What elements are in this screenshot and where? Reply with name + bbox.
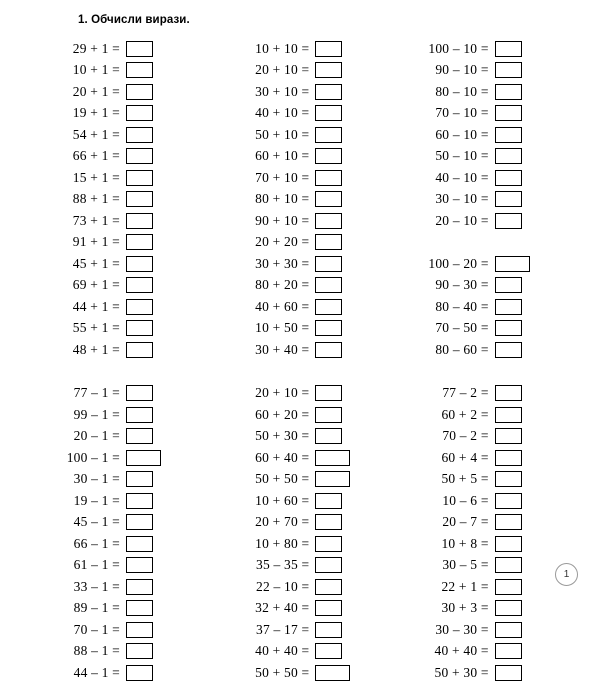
expression-text: 60 + 4 =: [441, 449, 489, 465]
exercise-row: [223, 81, 386, 103]
exercise-row: [223, 490, 386, 512]
answer-box[interactable]: [126, 600, 153, 616]
exercise-block-2: [34, 383, 566, 684]
expression-text: 20 – 10 =: [435, 212, 489, 228]
expression-text: 100 – 20 =: [428, 255, 489, 271]
answer-box[interactable]: [126, 148, 153, 164]
answer-box[interactable]: [126, 213, 153, 229]
exercise-row: [223, 189, 386, 211]
column-2: [223, 38, 386, 361]
expression-text: 20 + 10 =: [255, 62, 310, 78]
exercise-block-1: [34, 38, 566, 361]
expression-text: 19 + 1 =: [72, 105, 120, 121]
answer-box[interactable]: [495, 514, 522, 530]
expression-text: 10 + 1 =: [72, 62, 120, 78]
answer-box[interactable]: [126, 234, 153, 250]
answer-box[interactable]: [126, 514, 153, 530]
expression-text: 44 + 1 =: [72, 298, 120, 314]
answer-box[interactable]: [495, 84, 522, 100]
exercise-row: [223, 641, 386, 663]
exercise-row: [34, 275, 197, 297]
expression-text: 60 + 40 =: [255, 449, 310, 465]
expression-text: 60 + 20 =: [255, 406, 310, 422]
expression-text: 20 – 7 =: [442, 514, 489, 530]
expression-text: 80 + 10 =: [255, 191, 310, 207]
exercise-row: [223, 619, 386, 641]
expression-text: 73 + 1 =: [72, 212, 120, 228]
expression-text: 30 – 30 =: [435, 621, 489, 637]
answer-box[interactable]: [315, 600, 342, 616]
answer-box[interactable]: [126, 579, 153, 595]
answer-box[interactable]: [315, 493, 342, 509]
expression-text: 88 – 1 =: [73, 643, 120, 659]
answer-box[interactable]: [315, 84, 342, 100]
exercise-row: [403, 253, 566, 275]
answer-box[interactable]: [495, 105, 522, 121]
expression-text: 30 + 10 =: [255, 83, 310, 99]
exercise-row: [34, 146, 197, 168]
exercise-row: [403, 124, 566, 146]
exercise-row: [403, 339, 566, 361]
expression-text: 60 – 10 =: [435, 126, 489, 142]
expression-text: 32 + 40 =: [255, 600, 310, 616]
answer-box[interactable]: [126, 557, 153, 573]
answer-box[interactable]: [126, 493, 153, 509]
answer-box[interactable]: [126, 256, 153, 272]
expression-text: 80 – 40 =: [435, 298, 489, 314]
expression-text: 20 – 1 =: [73, 428, 120, 444]
exercise-row: [34, 339, 197, 361]
expression-text: 44 – 1 =: [73, 664, 120, 680]
answer-box[interactable]: [495, 277, 522, 293]
answer-box[interactable]: [495, 342, 522, 358]
exercise-row: [223, 383, 386, 405]
exercise-row: [403, 512, 566, 534]
exercise-row: [403, 641, 566, 663]
answer-box[interactable]: [315, 407, 342, 423]
exercise-row: [223, 210, 386, 232]
expression-text: 50 + 30 =: [255, 428, 310, 444]
answer-box[interactable]: [495, 493, 522, 509]
expression-text: 19 – 1 =: [73, 492, 120, 508]
exercise-row: [403, 232, 566, 254]
expression-text: 30 – 10 =: [435, 191, 489, 207]
exercise-row: [403, 146, 566, 168]
answer-box[interactable]: [126, 450, 161, 466]
exercise-row: [223, 555, 386, 577]
exercise-row: [403, 662, 566, 684]
answer-box[interactable]: [126, 320, 153, 336]
exercise-row: [403, 555, 566, 577]
answer-box[interactable]: [126, 277, 153, 293]
exercise-row: [34, 619, 197, 641]
expression-text: 90 – 30 =: [435, 277, 489, 293]
expression-text: 40 + 10 =: [255, 105, 310, 121]
answer-box[interactable]: [495, 127, 522, 143]
expression-text: 70 – 2 =: [442, 428, 489, 444]
answer-box[interactable]: [315, 320, 342, 336]
expression-text: 30 + 30 =: [255, 255, 310, 271]
answer-box[interactable]: [126, 105, 153, 121]
exercise-row: [403, 619, 566, 641]
answer-box[interactable]: [315, 385, 342, 401]
exercise-row: [34, 555, 197, 577]
expression-text: 40 – 10 =: [435, 169, 489, 185]
answer-box[interactable]: [315, 191, 342, 207]
answer-box[interactable]: [315, 127, 342, 143]
expression-text: 66 – 1 =: [73, 535, 120, 551]
exercise-row: [223, 447, 386, 469]
expression-text: 50 + 10 =: [255, 126, 310, 142]
answer-box[interactable]: [495, 41, 522, 57]
expression-text: 22 + 1 =: [441, 578, 489, 594]
exercise-row: [34, 232, 197, 254]
answer-box[interactable]: [315, 234, 342, 250]
exercise-row: [223, 426, 386, 448]
expression-text: 40 + 40 =: [255, 643, 310, 659]
expression-text: 91 + 1 =: [72, 234, 120, 250]
exercise-row: [223, 318, 386, 340]
answer-box[interactable]: [315, 105, 342, 121]
expression-text: 50 – 10 =: [435, 148, 489, 164]
expression-text: 50 + 5 =: [441, 471, 489, 487]
expression-text: 66 + 1 =: [72, 148, 120, 164]
exercise-row: [223, 576, 386, 598]
exercise-row: [223, 339, 386, 361]
answer-box[interactable]: [126, 62, 153, 78]
expression-text: 33 – 1 =: [73, 578, 120, 594]
expression-text: 99 – 1 =: [73, 406, 120, 422]
exercise-row: [34, 598, 197, 620]
answer-box[interactable]: [495, 256, 530, 272]
exercise-row: [223, 38, 386, 60]
exercise-row: [403, 426, 566, 448]
expression-text: 61 – 1 =: [73, 557, 120, 573]
expression-text: 48 + 1 =: [72, 341, 120, 357]
exercise-row: [403, 81, 566, 103]
exercise-row: [223, 598, 386, 620]
answer-box[interactable]: [495, 320, 522, 336]
expression-text: 30 – 1 =: [73, 471, 120, 487]
answer-box[interactable]: [126, 41, 153, 57]
expression-text: 10 + 80 =: [255, 535, 310, 551]
exercise-row: [34, 103, 197, 125]
exercise-row: [223, 103, 386, 125]
exercise-row: [403, 404, 566, 426]
column-2: [223, 383, 386, 684]
expression-text: 69 + 1 =: [72, 277, 120, 293]
expression-text: 20 + 1 =: [72, 83, 120, 99]
expression-text: 50 + 50 =: [255, 471, 310, 487]
exercise-row: [34, 253, 197, 275]
expression-text: 80 – 60 =: [435, 341, 489, 357]
answer-box[interactable]: [495, 665, 522, 681]
expression-text: 80 + 20 =: [255, 277, 310, 293]
expression-text: 10 + 10 =: [255, 40, 310, 56]
answer-box[interactable]: [126, 536, 153, 552]
exercise-row: [34, 426, 197, 448]
expression-text: 70 + 10 =: [255, 169, 310, 185]
expression-text: 89 – 1 =: [73, 600, 120, 616]
exercise-row: [403, 533, 566, 555]
answer-box[interactable]: [495, 471, 522, 487]
exercise-row: [223, 533, 386, 555]
expression-text: 77 – 1 =: [73, 385, 120, 401]
exercise-row: [223, 124, 386, 146]
expression-text: 20 + 70 =: [255, 514, 310, 530]
exercise-row: [223, 662, 386, 684]
answer-box[interactable]: [495, 536, 522, 552]
exercise-row: [403, 296, 566, 318]
exercise-row: [403, 38, 566, 60]
exercise-row: [34, 662, 197, 684]
exercise-row: [223, 253, 386, 275]
answer-box[interactable]: [315, 579, 342, 595]
exercise-row: [223, 404, 386, 426]
exercise-row: [403, 469, 566, 491]
exercise-row: [403, 210, 566, 232]
expression-text: 45 – 1 =: [73, 514, 120, 530]
answer-box[interactable]: [495, 148, 522, 164]
answer-box[interactable]: [126, 127, 153, 143]
expression-text: 15 + 1 =: [72, 169, 120, 185]
answer-box[interactable]: [495, 450, 522, 466]
answer-box[interactable]: [315, 643, 342, 659]
answer-box[interactable]: [495, 407, 522, 423]
exercise-row: [403, 383, 566, 405]
expression-text: 10 – 6 =: [442, 492, 489, 508]
answer-box[interactable]: [315, 41, 342, 57]
exercise-row: [34, 404, 197, 426]
exercise-row: [223, 167, 386, 189]
exercise-row: [403, 318, 566, 340]
answer-box[interactable]: [495, 579, 522, 595]
column-3: [403, 38, 566, 361]
exercise-row: [34, 641, 197, 663]
exercise-row: [34, 576, 197, 598]
expression-text: 35 – 35 =: [256, 557, 310, 573]
exercise-row: [34, 383, 197, 405]
answer-box[interactable]: [126, 170, 153, 186]
answer-box[interactable]: [495, 385, 522, 401]
expression-text: 10 + 60 =: [255, 492, 310, 508]
exercise-row: [223, 146, 386, 168]
expression-text: 29 + 1 =: [72, 40, 120, 56]
answer-box[interactable]: [315, 277, 342, 293]
answer-box[interactable]: [126, 342, 153, 358]
exercise-row: [34, 318, 197, 340]
answer-box[interactable]: [315, 342, 342, 358]
expression-text: 10 + 8 =: [441, 535, 489, 551]
answer-box[interactable]: [495, 62, 522, 78]
exercise-row: [223, 60, 386, 82]
answer-box[interactable]: [315, 665, 350, 681]
answer-box[interactable]: [315, 471, 350, 487]
expression-text: 22 – 10 =: [256, 578, 310, 594]
exercise-row: [223, 275, 386, 297]
answer-box[interactable]: [315, 536, 342, 552]
answer-box[interactable]: [126, 428, 153, 444]
answer-box[interactable]: [315, 148, 342, 164]
exercise-row: [403, 490, 566, 512]
expression-text: 90 – 10 =: [435, 62, 489, 78]
answer-box[interactable]: [126, 299, 153, 315]
answer-box[interactable]: [126, 385, 153, 401]
exercise-row: [34, 38, 197, 60]
expression-text: 70 – 10 =: [435, 105, 489, 121]
expression-text: 70 – 50 =: [435, 320, 489, 336]
expression-text: 60 + 2 =: [441, 406, 489, 422]
answer-box[interactable]: [315, 299, 342, 315]
expression-text: 37 – 17 =: [256, 621, 310, 637]
exercise-row: [403, 275, 566, 297]
expression-text: 60 + 10 =: [255, 148, 310, 164]
expression-text: 54 + 1 =: [72, 126, 120, 142]
answer-box[interactable]: [495, 191, 522, 207]
answer-box[interactable]: [315, 450, 350, 466]
expression-text: 20 + 20 =: [255, 234, 310, 250]
expression-text: 77 – 2 =: [442, 385, 489, 401]
expression-text: 30 – 5 =: [442, 557, 489, 573]
answer-box[interactable]: [315, 622, 342, 638]
exercise-row: [403, 189, 566, 211]
exercise-row: [34, 189, 197, 211]
expression-text: 30 + 40 =: [255, 341, 310, 357]
exercise-row: [34, 447, 197, 469]
exercise-row: [403, 576, 566, 598]
answer-box[interactable]: [495, 428, 522, 444]
answer-box[interactable]: [495, 299, 522, 315]
answer-box[interactable]: [315, 428, 342, 444]
answer-box[interactable]: [126, 665, 153, 681]
expression-text: 80 – 10 =: [435, 83, 489, 99]
expression-text: 50 + 30 =: [434, 664, 489, 680]
expression-text: 20 + 10 =: [255, 385, 310, 401]
block-spacer: [34, 361, 566, 383]
exercise-row: [223, 232, 386, 254]
answer-box[interactable]: [495, 622, 522, 638]
exercise-row: [34, 296, 197, 318]
exercise-row: [34, 512, 197, 534]
answer-box[interactable]: [126, 407, 153, 423]
answer-box[interactable]: [126, 622, 153, 638]
exercise-row: [403, 447, 566, 469]
answer-box[interactable]: [495, 643, 522, 659]
answer-box[interactable]: [126, 84, 153, 100]
answer-box[interactable]: [126, 191, 153, 207]
answer-box[interactable]: [495, 557, 522, 573]
exercise-row: [34, 167, 197, 189]
answer-box[interactable]: [315, 514, 342, 530]
exercise-row: [34, 81, 197, 103]
exercise-row: [403, 60, 566, 82]
answer-box[interactable]: [315, 62, 342, 78]
exercise-row: [223, 296, 386, 318]
expression-text: 100 – 1 =: [66, 449, 120, 465]
column-1: [34, 383, 197, 684]
exercise-row: [34, 124, 197, 146]
exercise-row: [403, 103, 566, 125]
answer-box[interactable]: [495, 213, 522, 229]
expression-text: 30 + 3 =: [441, 600, 489, 616]
exercise-row: [34, 60, 197, 82]
expression-text: 90 + 10 =: [255, 212, 310, 228]
exercise-row: [34, 210, 197, 232]
exercise-row: [34, 469, 197, 491]
expression-text: 55 + 1 =: [72, 320, 120, 336]
expression-text: 70 – 1 =: [73, 621, 120, 637]
page-title: 1. Обчисли вирази.: [78, 14, 190, 26]
exercise-row: [403, 598, 566, 620]
column-1: [34, 38, 197, 361]
answer-box[interactable]: [126, 471, 153, 487]
page-number: 1: [555, 563, 578, 586]
expression-text: 88 + 1 =: [72, 191, 120, 207]
answer-box[interactable]: [315, 170, 342, 186]
answer-box[interactable]: [495, 170, 522, 186]
expression-text: 100 – 10 =: [428, 40, 489, 56]
exercise-row: [34, 533, 197, 555]
answer-box[interactable]: [315, 256, 342, 272]
exercise-row: [34, 490, 197, 512]
exercise-row: [403, 167, 566, 189]
expression-text: 45 + 1 =: [72, 255, 120, 271]
expression-text: 10 + 50 =: [255, 320, 310, 336]
answer-box[interactable]: [126, 643, 153, 659]
answer-box[interactable]: [495, 600, 522, 616]
exercise-row: [223, 469, 386, 491]
answer-box[interactable]: [315, 557, 342, 573]
expression-text: 40 + 40 =: [434, 643, 489, 659]
exercise-row: [223, 512, 386, 534]
column-3: [403, 383, 566, 684]
answer-box[interactable]: [315, 213, 342, 229]
expression-text: 50 + 50 =: [255, 664, 310, 680]
expression-text: 40 + 60 =: [255, 298, 310, 314]
